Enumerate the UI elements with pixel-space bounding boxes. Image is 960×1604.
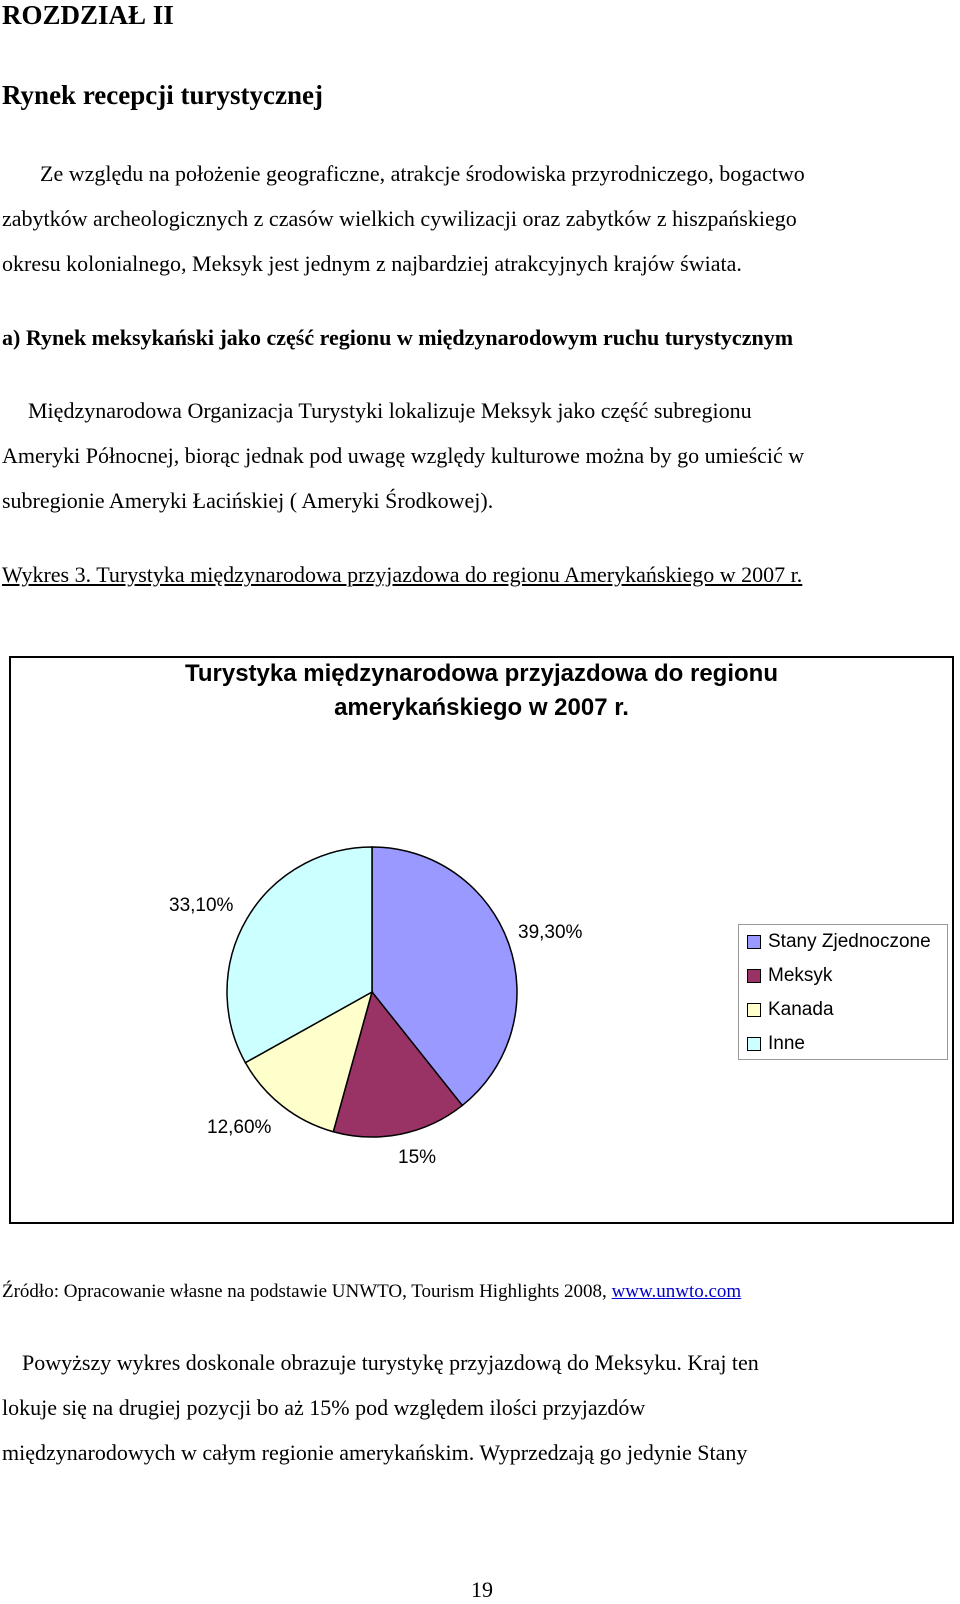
body-line: Międzynarodowa Organizacja Turystyki lokalizuje Meksyk jako część subregionu [28,398,752,423]
legend-label: Kanada [768,999,834,1020]
closing-line: międzynarodowych w całym regionie amerykańskim. Wyprzedzają go jedynie Stany [2,1440,748,1465]
source-text: Źródło: Opracowanie własne na podstawie UNWTO, Tourism Highlights 2008, [2,1281,612,1302]
body-line: subregionie Ameryki Łacińskiej ( Ameryki Środkowej). [2,488,494,513]
legend-label: Meksyk [768,965,833,986]
chart-legend [738,924,948,1060]
legend-item-meksyk [747,964,832,988]
intro-line: okresu kolonialnego, Meksyk jest jednym z najbardziej atrakcyjnych krajów świata. [2,251,742,276]
closing-line: Powyższy wykres doskonale obrazuje turystykę przyjazdową do Meksyku. Kraj ten [22,1350,759,1375]
legend-label: Stany Zjednoczone [768,931,931,952]
source-note [2,1281,741,1303]
pie-label-meksyk: 15% [398,1147,437,1168]
legend-label: Inne [768,1033,805,1054]
pie-label-stany-zjednoczone: 39,30% [518,922,583,943]
chapter-heading: ROZDZIAŁ II [2,0,174,30]
legend-item-kanada [747,998,834,1022]
legend-swatch-inne [747,1037,761,1051]
figure-caption: Wykres 3. Turystyka międzynarodowa przyjazdowa do regionu Amerykańskiego w 2007 r. [2,562,803,587]
legend-item-stany-zjednoczone [747,930,931,954]
legend-item-inne [747,1032,805,1056]
source-link[interactable]: www.unwto.com [611,1281,742,1302]
subsection-title: a) Rynek meksykański jako część regionu w międzynarodowym ruchu turystycznym [2,325,794,350]
page-number: 19 [471,1577,493,1602]
closing-line: lokuje się na drugiej pozycji bo aż 15% pod względem ilości przyjazdów [2,1395,646,1420]
chart-title-line-2: amerykańskiego w 2007 r. [334,694,629,721]
legend-swatch-meksyk [747,969,761,983]
chart-title-line-1: Turystyka międzynarodowa przyjazdowa do regionu [184,660,778,687]
intro-line: zabytków archeologicznych z czasów wielkich cywilizacji oraz zabytków z hiszpańskiego [2,206,797,231]
pie-label-kanada: 12,60% [207,1117,272,1138]
body-line: Ameryki Północnej, biorąc jednak pod uwagę względy kulturowe można by go umieścić w [2,443,805,468]
pie-label-inne: 33,10% [169,895,234,916]
intro-line: Ze względu na położenie geograficzne, atrakcje środowiska przyrodniczego, bogactwo [40,161,805,186]
legend-swatch-kanada [747,1003,761,1017]
section-title: Rynek recepcji turystycznej [2,80,323,110]
legend-swatch-stany-zjednoczone [747,935,761,949]
